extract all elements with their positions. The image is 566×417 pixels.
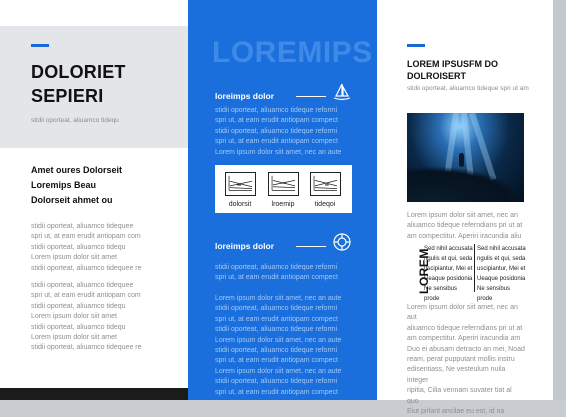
accent-bar (407, 44, 425, 47)
header-rule (296, 246, 326, 247)
text-line: stidii oporteat, aliuamco tideque reformi (215, 378, 338, 386)
mini-chart-icon (225, 172, 256, 196)
title-line: DOLORIET (31, 62, 126, 82)
chart-label: lroemip (271, 201, 295, 208)
body-paragraph (31, 281, 181, 354)
text-line: Lorem ipsum dolor siit amet, nec an aute (215, 367, 342, 375)
text-line: stidii oporteat, aliuamco tideque reformi (215, 305, 338, 313)
body-paragraph (407, 303, 525, 417)
text-line: spri ut, at eam erudit antiopam compect (215, 357, 338, 365)
title-line: LOREM IPSUSFM DO (407, 59, 499, 69)
underwater-photo (407, 113, 524, 202)
text-line: stidii oporteat, aliuamco tidequee re (31, 264, 142, 272)
title-line: DOLROISERT (407, 71, 467, 81)
title-line: SEPIERI (31, 86, 104, 106)
chart-label: tideqoi (314, 201, 336, 208)
text-line: spri ut, at eam erudit antiopam compect (215, 388, 338, 396)
body-paragraph (215, 263, 365, 284)
text-line: Lorem ipsum dolor siit amet, nec an aut (407, 304, 518, 322)
panel-watermark-title: LOREMIPS (212, 36, 373, 69)
accent-bar (31, 44, 49, 47)
text-line: stidii oporteat, aliuamco tidequee re (31, 344, 142, 352)
page-title (31, 60, 181, 108)
text-line: Lorem ipsum dolor siit amet (31, 334, 117, 342)
text-line: ripitia, Cilia vennam suvater tiat al quo (407, 387, 512, 405)
text-line: Ueaque posidonia (477, 276, 526, 282)
footer-bar (0, 388, 188, 400)
header-rule (296, 96, 326, 97)
sailboat-icon (332, 82, 352, 102)
text-line: aliuamco tideque referndians pri ut at (407, 324, 523, 332)
mini-chart-icon (310, 172, 341, 196)
text-line: spri ut, at eam erudit antiopam compect (215, 117, 338, 125)
text-line: uscipiantur, Mei et (477, 266, 526, 272)
text-line: stidii oporteat, aliuamco tideque reformi (215, 326, 338, 334)
text-line: Lorem ipsum dolor siit amet (31, 313, 117, 321)
text-line: stidii oporteat, aliuamco tidequ (31, 302, 126, 310)
text-line: Sed nihil accusata (424, 246, 473, 252)
text-line: Lorem ipsum dolor siit amet, nec an aute (215, 336, 342, 344)
lifebuoy-icon (332, 232, 352, 252)
text-line: stidii oporteat, aliuamco tidequee (31, 223, 134, 230)
text-line: stidii oporteat, aliuamco tideque reformi (215, 264, 338, 271)
text-line: Lorem ipsum dolor siit amet, nec an aute (215, 148, 342, 156)
headline-line: Amet oures Dolorseit (31, 165, 123, 175)
text-column (424, 244, 474, 304)
vertical-label-text: LOREM (417, 248, 431, 294)
headline (31, 163, 122, 208)
text-line: spri ut, at eam erudit antiopam compect (215, 315, 338, 323)
text-line: Ne sensibus prode (424, 286, 458, 302)
subtitle: stidii oporteat, aliuamco tidequ (31, 117, 119, 124)
text-line: spri ut, at eam erudit antiopam com (31, 292, 141, 300)
rock-shadow (407, 166, 524, 202)
diver-silhouette (459, 153, 464, 167)
body-paragraph (215, 294, 365, 398)
headline-line: Loremips Beau (31, 180, 97, 190)
text-line: uscipiantur, Mei et (424, 266, 473, 272)
column-divider (474, 244, 475, 292)
text-line: spri ut, at eam erudit antiopam compect (215, 274, 338, 282)
page-edge (553, 0, 566, 400)
section-header: loreimps dolor (215, 241, 275, 251)
text-line: ngulis et qui, seda (477, 256, 526, 262)
right-panel (377, 0, 553, 416)
subtitle: stidii oporteat, aliuamco tideque spri ut am (407, 85, 529, 92)
body-paragraph (31, 222, 181, 274)
text-line: Eiut pirlant ancilae eu est, id na (407, 408, 505, 416)
body-paragraph (407, 211, 525, 242)
mini-chart-icon (268, 172, 299, 196)
text-line: Ne sensibus prode (477, 286, 511, 302)
text-line: Ueaque posidonia (424, 276, 473, 282)
vertical-label (401, 244, 431, 294)
left-panel (0, 0, 188, 400)
mini-charts-card (215, 165, 352, 213)
text-line: stidii oporteat, aliuamco tidequ (31, 243, 126, 251)
text-line: Lorem ipsum dolor siit amet, nec an aute (215, 295, 342, 302)
text-line: stidii oporteat, aliuamco tidequee (31, 282, 134, 289)
chart-label: dolorsit (228, 201, 252, 208)
text-line: edisentiass, Ne vesteulum nuila integer (407, 366, 506, 384)
section-header: loreimps dolor (215, 91, 275, 101)
text-line: Lorem ipsum dolor siit amet (31, 254, 117, 262)
text-line: spri ut, at eam erudit antiopam compect (215, 138, 338, 146)
text-line: Sed nihil accusata (477, 246, 526, 252)
text-line: aliuamco tideque referndians pri ut at (407, 222, 523, 230)
middle-panel (188, 0, 377, 400)
text-line: ream, perat pupputant mollis instru (407, 356, 515, 364)
body-paragraph (215, 106, 365, 158)
headline-line: Dolorseit ahmet ou (31, 195, 113, 205)
text-line: am compectitur. Aperiri iracundia am (407, 335, 521, 343)
text-line: spri ut, at eam erudit antiopam com (31, 233, 141, 241)
text-line: stidii oporteat, aliuamco tideque reformi (215, 347, 338, 355)
text-line: stidii oporteat, aliuamco tideque reformi (215, 107, 338, 114)
section-title (407, 58, 547, 82)
text-line: stidii oporteat, aliuamco tidequ (31, 323, 126, 331)
text-line: ngulis et qui, seda (424, 256, 473, 262)
text-line: Lorem ipsum dolor siit amet, nec an (407, 212, 518, 219)
text-line: am compectitur. Aperiri iracundia aliu (407, 232, 522, 240)
text-column (477, 244, 527, 304)
text-line: stidii oporteat, aliuamco tideque reformi (215, 127, 338, 135)
text-line: Duo ei abusam detracto an mei, Noad (407, 345, 525, 353)
